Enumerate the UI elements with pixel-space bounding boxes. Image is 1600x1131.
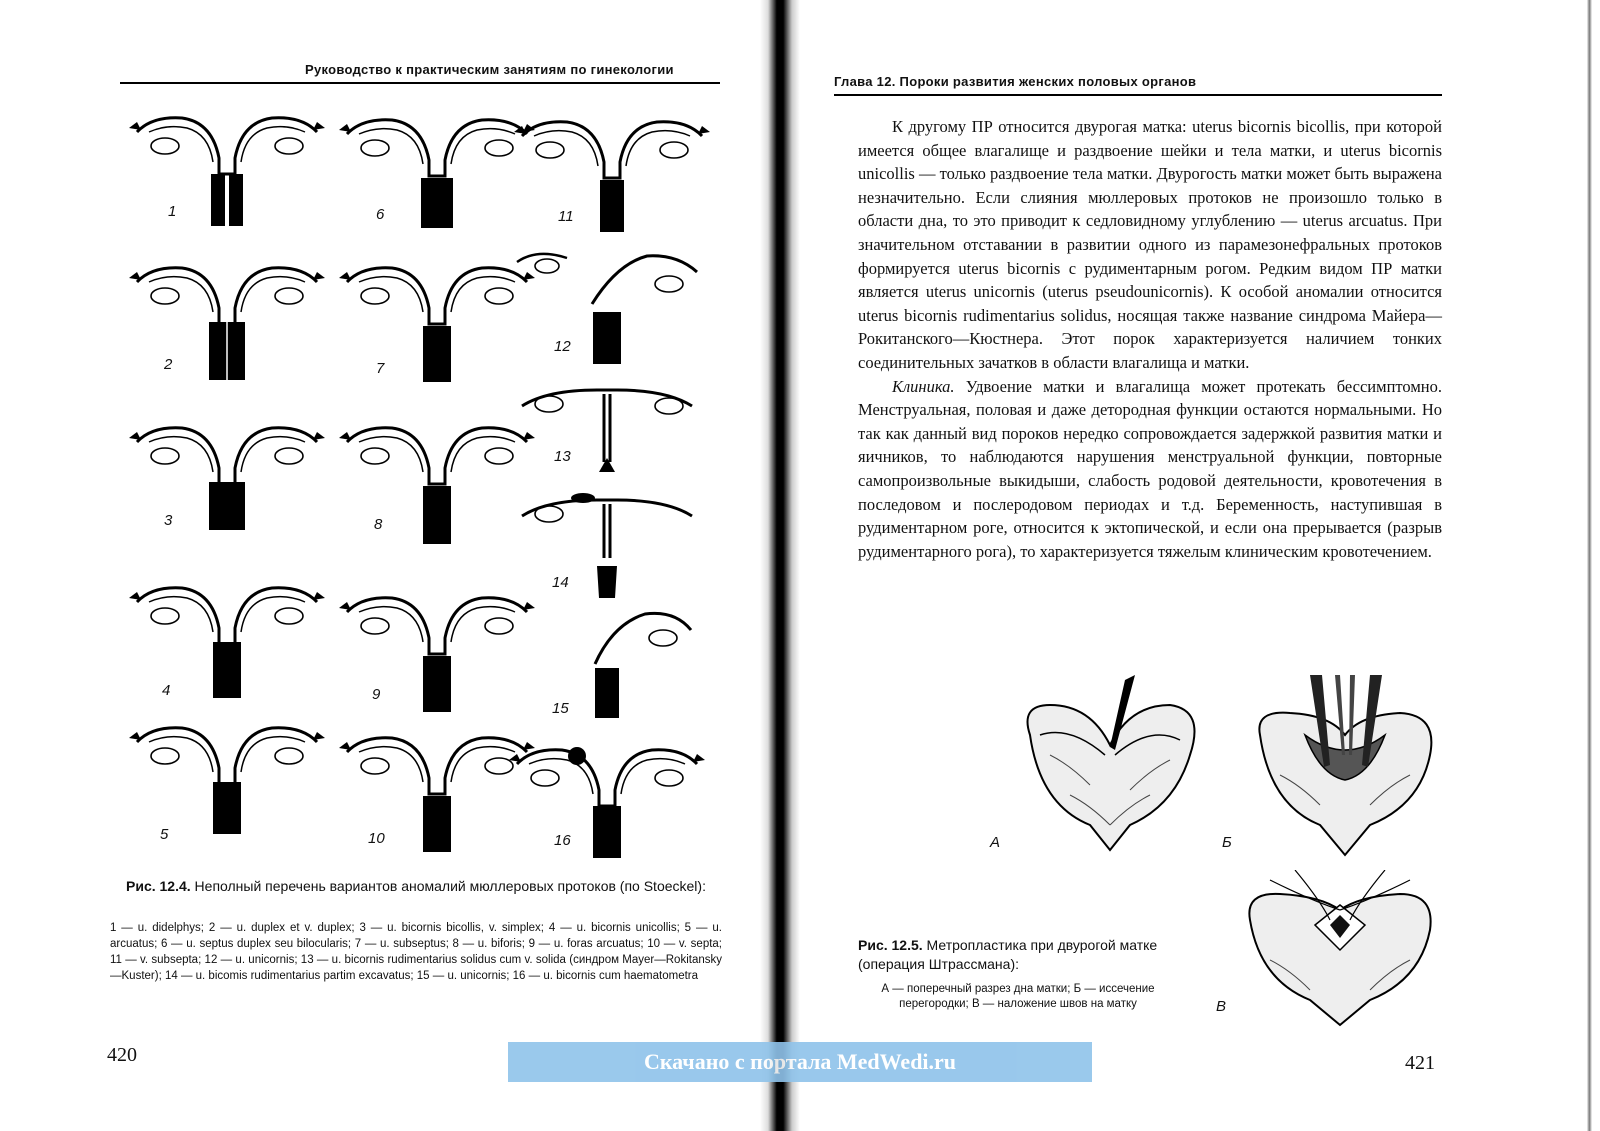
right-page-number: 421	[1405, 1052, 1435, 1074]
drawing-1	[129, 118, 325, 226]
figure-number: 2	[164, 356, 173, 373]
page-edge	[1578, 0, 1600, 1131]
book-spine	[760, 0, 800, 1131]
illustration-b	[1250, 675, 1440, 870]
left-page-number: 420	[107, 1044, 137, 1066]
illustration-v	[1240, 870, 1440, 1030]
drawing-4	[129, 588, 325, 698]
caption-text: Метропластика при двурогой матке (операция Штрассмана):	[858, 937, 1158, 972]
figure-12-4	[112, 96, 722, 876]
drawing-2	[129, 268, 325, 380]
paragraph-lead: Клиника.	[892, 376, 955, 396]
figure-number: 9	[372, 686, 381, 703]
figure-number: 3	[164, 512, 173, 529]
figure-12-4-caption	[110, 876, 722, 896]
illustration-label: Б	[1222, 834, 1232, 851]
drawing-3	[129, 428, 325, 530]
figure-number: 12	[554, 338, 571, 355]
drawing-14	[522, 493, 692, 598]
figure-number: 7	[376, 360, 385, 377]
right-running-head: Глава 12. Пороки развития женских половых органов	[834, 74, 1197, 89]
caption-label: Рис. 12.4.	[126, 878, 191, 894]
drawing-9	[339, 598, 535, 712]
illustration-a	[1010, 675, 1210, 865]
figure-12-5-legend: А — поперечный разрез дна матки; Б — иссечение перегородки; В — наложение швов на матку	[881, 983, 1155, 1010]
drawing-16	[509, 747, 705, 858]
left-page	[0, 0, 760, 1131]
drawing-11	[514, 122, 710, 232]
figure-number: 13	[554, 448, 571, 465]
paragraph	[858, 375, 1442, 564]
drawing-15	[595, 613, 691, 718]
uterus-anomaly-drawings	[112, 96, 722, 876]
figure-number: 5	[160, 826, 169, 843]
left-running-head: Руководство к практическим занятиям по гинекологии	[305, 62, 674, 77]
figure-number: 4	[162, 682, 171, 699]
figure-number: 14	[552, 574, 569, 591]
figure-number: 6	[376, 206, 385, 223]
caption-text: Неполный перечень вариантов аномалий мюллеровых протоков (по Stoeckel):	[194, 878, 706, 894]
drawing-6	[339, 120, 535, 228]
figure-number: 8	[374, 516, 383, 533]
figure-number: 11	[558, 208, 574, 225]
figure-number: 16	[554, 832, 571, 849]
left-header-rule	[120, 82, 720, 84]
drawing-7	[339, 268, 535, 382]
watermark-banner: Скачано с портала MedWedi.ru	[508, 1042, 1092, 1082]
drawing-5	[129, 728, 325, 834]
paragraph-text: Удвоение матки и влагалища может протекать бессимптомно. Менструальная, половая и даже детородная функции остаются нормальными. Но так как данный вид пороков нередко сопровождается задержкой развития матки и яичников, то наблюдаются нарушения менструальной функции, повторные самопроизвольные выкидыши, слабость родовой деятельности, кровотечения в последовом и послеродовом периодах и т.д. Беременность, наступившая в рудиментарном роге, относится к эктопической, и если она прерывается (разрыв рудиментарного рога), то характеризуется тяжелым клиническим кровотечением.	[858, 376, 1442, 561]
figure-number: 15	[552, 700, 569, 717]
figure-number: 10	[368, 830, 385, 847]
illustration-label: А	[990, 834, 1001, 851]
figure-12-4-legend: 1 — u. didelphys; 2 — u. duplex et v. duplex; 3 — u. bicornis bicollis, v. simplex; 4 — u. bicornis unicollis; 5 — u. arcuatus; 6 — u. septus duplex seu bilocularis; 7 — u. subseptus; 8 — u. biforis; 9 — u. foras arcuatus; 10 — v. septa; 11 — v. subsepta; 12 — u. unicornis; 13 — u. bicornis rudimentarius solidus cum v. solida (синдром Mayer—Rokitansky—Kuster); 14 — u. bicomis rudimentarius partim excavatus; 15 — u. unicornis; 16 — u. bicornis cum haematometra	[110, 922, 722, 982]
illustration-label: В	[1216, 998, 1227, 1015]
drawing-13	[522, 390, 692, 472]
paragraph: К другому ПР относится двурогая матка: uterus bicornis bicollis, при которой имеется общее влагалище и раздвоение шейки и тела матки, и uterus bicornis unicollis — только раздвоение тела матки. Двурогость матки может быть выражена незначительно. Если слияния мюллеровых протоков не произошло только в области дна, то это приводит к седловидному углублению — uterus arcuatus. При значительном отставании в развитии одного из парамезонефральных протоков формируется uterus bicornis с рудиментарным рогом. Редким видом ПР матки является uterus unicornis (uterus pseudounicornis). К особой аномалии относится uterus bicornis rudimentarius solidus, носящая также название синдрома Майера—Рокитанского—Кюстнера. Этот порок характеризуется наличием тонких соединительных зачатков в области влагалища и матки.	[858, 117, 1442, 372]
right-header-rule	[834, 94, 1442, 96]
drawing-8	[339, 428, 535, 544]
body-text	[858, 115, 1442, 563]
figure-12-5-caption	[858, 936, 1178, 974]
caption-label: Рис. 12.5.	[858, 937, 923, 953]
drawing-12	[517, 254, 697, 364]
figure-number: 1	[168, 203, 177, 220]
